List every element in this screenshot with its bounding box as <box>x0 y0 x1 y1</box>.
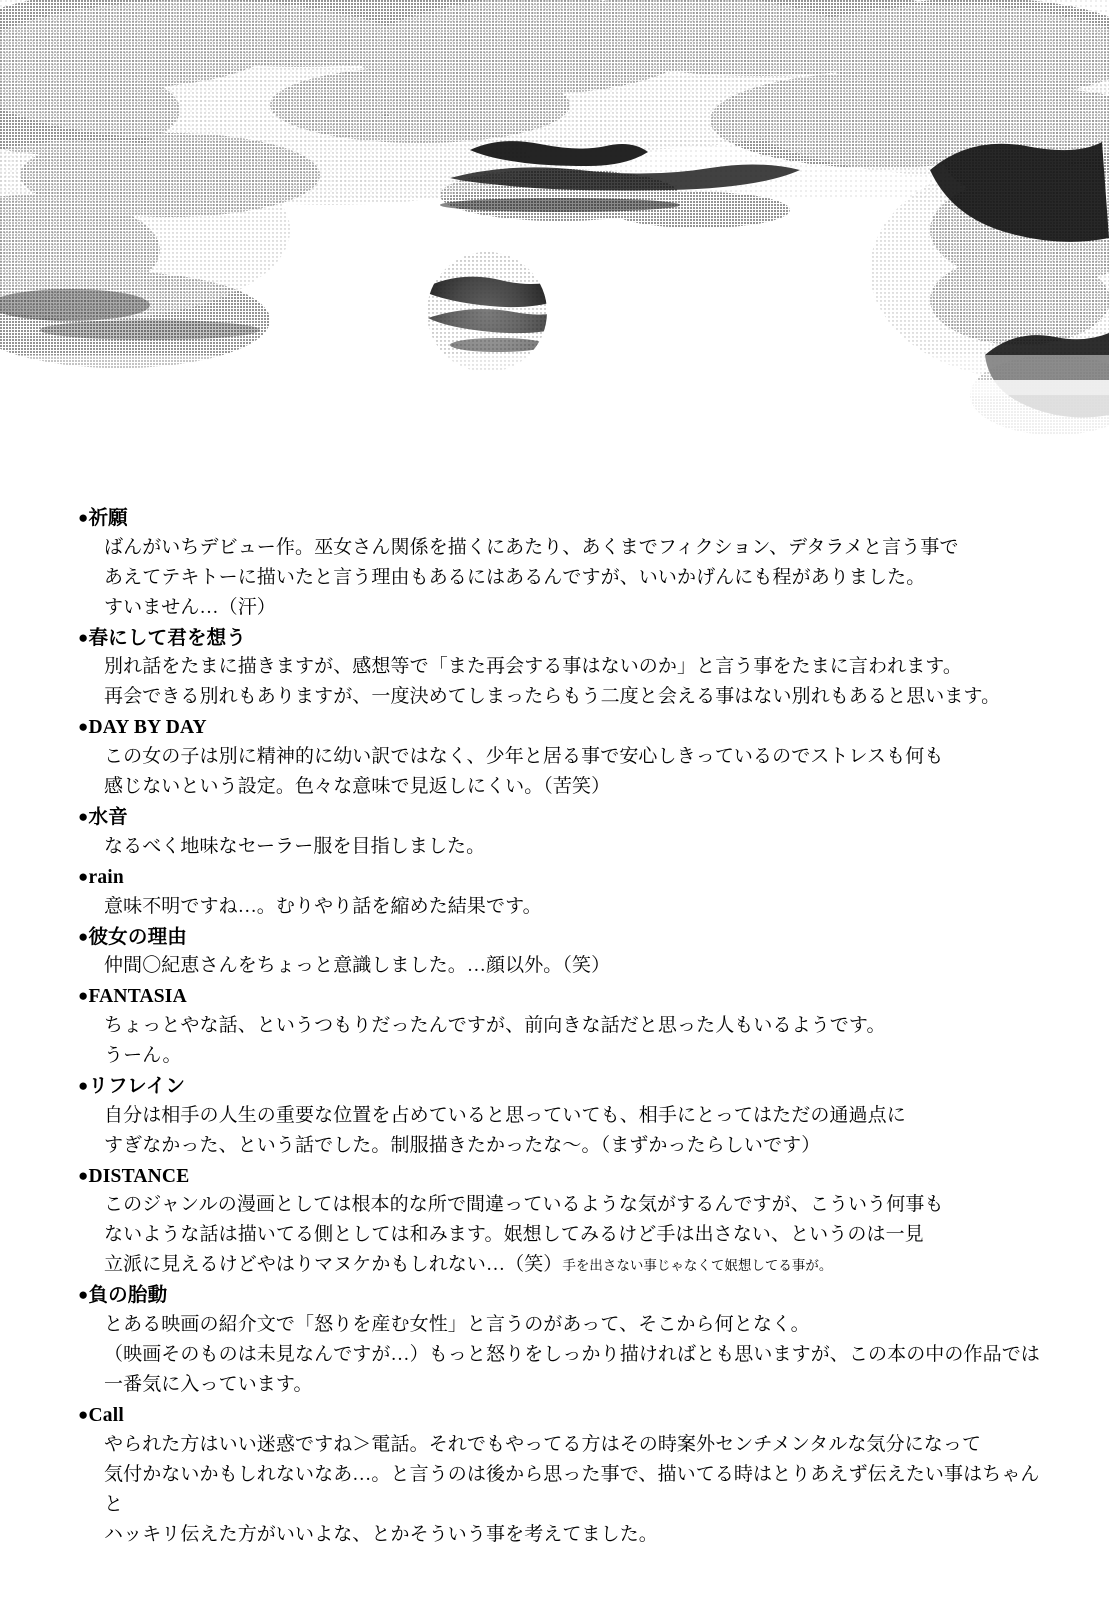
note-body <box>104 742 1053 802</box>
note-line: 別れ話をたまに描きますが、感想等で「また再会する事はないのか」と言う事をたまに言われます。 <box>104 656 962 678</box>
note-line: すぎなかった、という話でした。制服描きたかったな〜。（まずかったらしいです） <box>104 1134 821 1156</box>
note-body <box>104 892 1053 922</box>
bullet-icon: ● <box>78 1076 89 1095</box>
afterword-notes <box>78 505 1053 1552</box>
note-body <box>104 1011 1053 1071</box>
note-body <box>104 533 1053 623</box>
note-title <box>78 924 1053 952</box>
note-line-text: 立派に見えるけどやはりマヌケかもしれない…（笑） <box>104 1254 563 1276</box>
note-title-text: Call <box>88 1405 124 1427</box>
note-body <box>104 951 1053 981</box>
note-title <box>78 625 1053 653</box>
note-body <box>104 652 1053 712</box>
note-entry <box>78 864 1053 922</box>
sky-artwork <box>0 0 1109 470</box>
bullet-icon: ● <box>78 807 89 827</box>
note-body <box>104 832 1053 862</box>
bullet-icon: ● <box>78 1405 89 1425</box>
note-entry <box>78 625 1053 713</box>
note-entry <box>78 1282 1053 1400</box>
note-entry <box>78 505 1053 623</box>
note-line: ハッキリ伝えた方がいいよな、とかそういう事を考えてました。 <box>104 1523 658 1545</box>
note-title-text: 負の胎動 <box>88 1285 168 1307</box>
note-title <box>78 1163 1053 1191</box>
bullet-icon: ● <box>78 508 89 527</box>
note-line: 仲間〇紀恵さんをちょっと意識しました。…顔以外。（笑） <box>104 955 611 977</box>
sky-artwork-svg <box>0 0 1109 470</box>
note-entry <box>78 924 1053 982</box>
note-entry <box>78 983 1053 1071</box>
note-line: ないような話は描いてる側としては和みます。姄想してみるけど手は出さない、というのは一見 <box>104 1224 924 1246</box>
bullet-icon: ● <box>78 926 89 946</box>
note-body <box>104 1430 1053 1550</box>
note-line: この女の子は別に精神的に幼い訳ではなく、少年と居る事で安心しきっているのでストレスも何も <box>104 746 944 768</box>
note-entry <box>78 804 1053 862</box>
note-line: ちょっとやな話、というつもりだったんですが、前向きな話だと思った人もいるようです。 <box>104 1014 886 1036</box>
note-line: なるべく地味なセーラー服を目指しました。 <box>104 835 486 857</box>
note-entry <box>78 1163 1053 1281</box>
note-title <box>78 864 1053 892</box>
note-line: うーん。 <box>104 1044 182 1066</box>
note-title <box>78 1282 1053 1310</box>
note-line: このジャンルの漫画としては根本的な所で間違っているような気がするんですが、こういう何事も <box>104 1194 944 1216</box>
note-body <box>104 1101 1053 1161</box>
note-line: （映画そのものは未見なんですが…）もっと怒りをしっかり描ければとも思いますが、この本の中の作品では <box>104 1344 1040 1366</box>
note-line: 感じないという設定。色々な意味で見返しにくい。（苦笑） <box>104 776 611 798</box>
note-title-text: 春にして君を想う <box>88 627 247 649</box>
note-entry <box>78 714 1053 802</box>
note-title <box>78 1402 1053 1430</box>
bullet-icon: ● <box>78 986 89 1006</box>
note-title <box>78 505 1053 533</box>
note-line: やられた方はいい迷惑ですね＞電話。それでもやってる方はその時案外センチメンタルな気分になって <box>104 1433 982 1455</box>
note-title-text: リフレイン <box>88 1076 186 1097</box>
bullet-icon: ● <box>78 717 89 737</box>
note-line: 自分は相手の人生の重要な位置を占めていると思っていても、相手にとってはただの通過点に <box>104 1104 906 1126</box>
note-title-text: rain <box>88 866 124 888</box>
note-title <box>78 804 1053 832</box>
note-title <box>78 983 1053 1011</box>
note-line: すいません…（汗） <box>104 596 276 618</box>
note-entry <box>78 1402 1053 1550</box>
note-line-with-annotation <box>104 1250 1053 1280</box>
note-line: 意味不明ですね…。むりやり話を縮めた結果です。 <box>104 895 542 917</box>
note-title-text: DISTANCE <box>88 1165 190 1187</box>
note-title-text: DAY BY DAY <box>88 717 207 739</box>
note-body <box>104 1190 1053 1280</box>
bullet-icon: ● <box>78 1165 89 1185</box>
bullet-icon: ● <box>78 627 89 647</box>
note-title <box>78 714 1053 742</box>
note-title-text: FANTASIA <box>88 986 187 1008</box>
note-title-text: 彼女の理由 <box>88 926 187 948</box>
note-line: 再会できる別れもありますが、一度決めてしまったらもう二度と会える事はない別れもあると思います。 <box>104 686 1001 708</box>
bullet-icon: ● <box>78 1285 89 1305</box>
note-annotation: 手を出さない事じゃなくて姄想してる事が。 <box>562 1258 833 1274</box>
note-line: 気付かないかもしれないなあ…。と言うのは後から思った事で、描いてる時はとりあえず伝えたい事はちゃんと <box>104 1463 1040 1515</box>
note-line: とある映画の紹介文で「怒りを産む女性」と言うのがあって、そこから何となく。 <box>104 1314 810 1336</box>
note-line: あえてテキトーに描いたと言う理由もあるにはあるんですが、いいかげんにも程がありました。 <box>104 566 926 588</box>
note-title <box>78 1073 1053 1101</box>
note-line: ばんがいちデビュー作。巫女さん関係を描くにあたり、あくまでフィクション、デタラメと言う事で <box>104 536 959 558</box>
note-entry <box>78 1073 1053 1161</box>
note-body <box>104 1310 1053 1400</box>
note-title-text: 水音 <box>88 807 128 829</box>
note-line: 一番気に入っています。 <box>104 1374 313 1396</box>
bullet-icon: ● <box>78 866 89 886</box>
note-title-text: 祈願 <box>88 508 128 529</box>
